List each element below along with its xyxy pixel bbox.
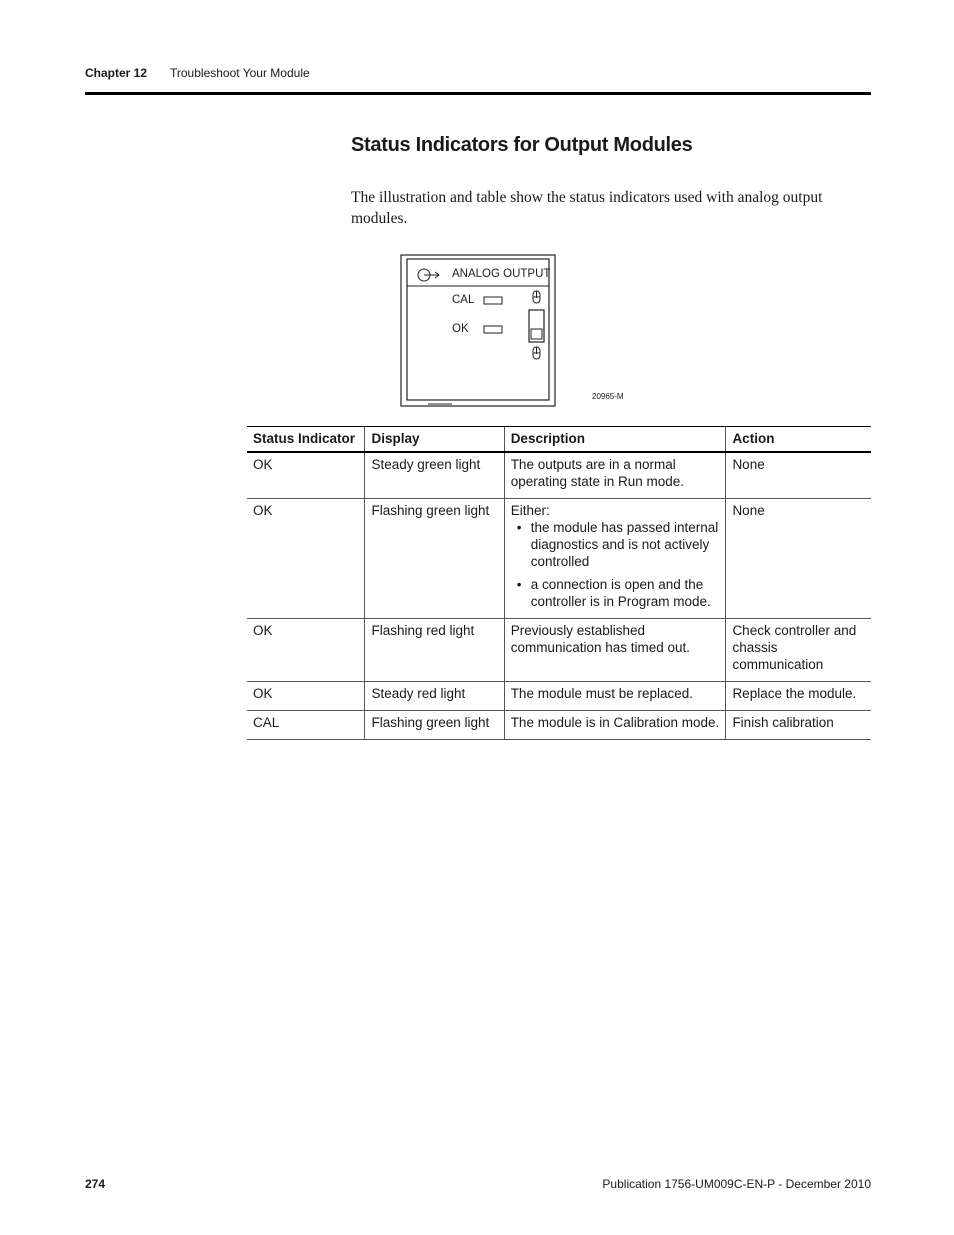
header-action: Action [726,427,871,453]
cell-action: None [726,499,871,619]
cell-indicator: OK [247,499,365,619]
publication-info: Publication 1756-UM009C-EN-P - December 2010 [602,1177,871,1191]
header-status-indicator: Status Indicator [247,427,365,453]
list-item: • a connection is open and the controller is in Program mode. [531,576,720,610]
cell-display: Flashing green light [365,499,504,619]
cell-action: None [726,452,871,499]
top-latch-icon [533,291,540,303]
cell-indicator: OK [247,619,365,682]
list-item: • the module has passed internal diagnostics and is not actively controlled [531,519,720,570]
module-label: ANALOG OUTPUT [452,268,551,280]
cell-action: Check controller and chassis communication [726,619,871,682]
cell-display: Steady red light [365,682,504,711]
cal-indicator-led [484,297,502,304]
description-intro: Either: [510,503,550,518]
intro-paragraph: The illustration and table show the status indicators used with analog output modules. [351,189,823,227]
description-list [511,519,720,610]
cell-display: Flashing red light [365,619,504,682]
page-number: 274 [85,1177,106,1191]
ok-indicator-led [484,326,502,333]
chapter-title: Troubleshoot Your Module [170,66,310,80]
header-description: Description [504,427,726,453]
rotation-arrow-icon [418,269,439,281]
cell-display: Flashing green light [365,711,504,740]
figure-id: 20965-M [592,392,624,401]
section-title: Status Indicators for Output Modules [351,134,693,156]
table-row [247,499,871,619]
cell-indicator: CAL [247,711,365,740]
table-row [247,619,871,682]
status-indicator-table [247,426,871,740]
table-header-row [247,427,871,453]
bottom-latch-icon [533,347,540,359]
cell-description: The module must be replaced. [504,682,726,711]
cell-description: The module is in Calibration mode. [504,711,726,740]
header-display: Display [365,427,504,453]
module-inner-frame [407,259,549,400]
cell-description: Previously established communication has timed out. [504,619,726,682]
cell-display: Steady green light [365,452,504,499]
cell-indicator: OK [247,682,365,711]
cell-description: The outputs are in a normal operating state in Run mode. [504,452,726,499]
table-row [247,682,871,711]
cal-label: CAL [452,294,475,306]
cell-indicator: OK [247,452,365,499]
cell-action: Finish calibration [726,711,871,740]
chapter-label: Chapter 12 [85,66,148,80]
page-header [85,66,871,95]
cell-action: Replace the module. [726,682,871,711]
table-row [247,711,871,740]
ok-label: OK [452,323,469,335]
cell-description [504,499,726,619]
latch-switch-knob [531,329,542,339]
table-row [247,452,871,499]
analog-output-module-diagram [400,254,560,410]
module-illustration [400,254,560,410]
